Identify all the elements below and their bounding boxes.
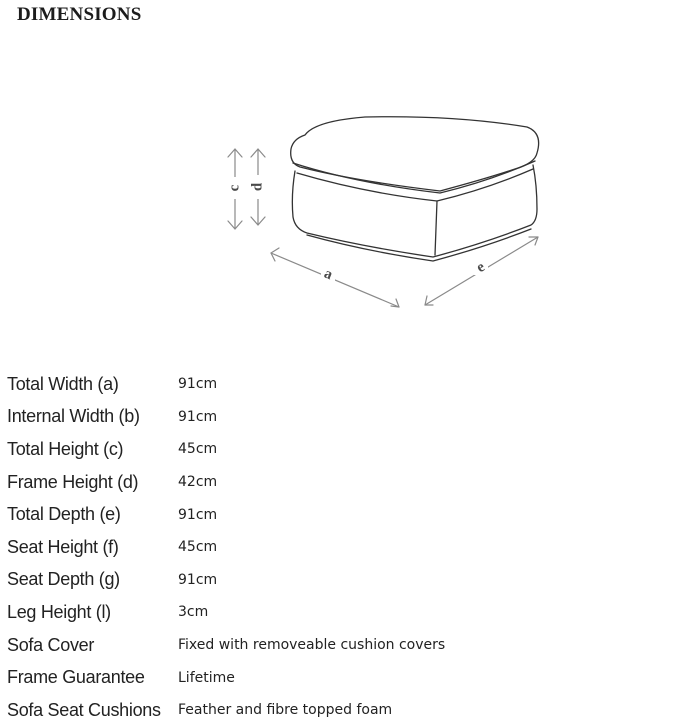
dim-label-e: e [473, 258, 488, 277]
dimensions-table [7, 368, 445, 727]
spec-value: 91cm [178, 376, 218, 393]
spec-label: Seat Depth (g) [7, 569, 120, 590]
spec-label: Seat Height (f) [7, 536, 119, 557]
spec-value: Feather and fibre topped foam [178, 702, 393, 719]
spec-label: Total Depth (e) [7, 504, 121, 525]
spec-row [7, 498, 445, 531]
spec-label: Sofa Cover [7, 634, 95, 655]
spec-label: Frame Height (d) [7, 471, 139, 492]
dim-label-d: d [249, 182, 266, 192]
spec-value: 91cm [178, 506, 218, 523]
spec-row [7, 661, 445, 694]
spec-value: 91cm [178, 571, 218, 588]
spec-label: Total Width (a) [7, 373, 119, 394]
spec-label: Leg Height (l) [7, 601, 111, 622]
spec-value: 42cm [178, 474, 218, 491]
spec-value: 91cm [178, 408, 218, 425]
spec-row [7, 694, 445, 727]
spec-value: 45cm [178, 441, 218, 458]
spec-value: Lifetime [178, 669, 235, 686]
footstool-line-drawing [215, 105, 555, 375]
spec-label: Sofa Seat Cushions [7, 699, 161, 720]
spec-row [7, 466, 445, 499]
footstool-dimension-diagram [215, 105, 555, 375]
spec-value: Fixed with removeable cushion covers [178, 637, 446, 654]
spec-value: 3cm [178, 604, 209, 621]
base-inner-corner [435, 201, 437, 255]
spec-row [7, 401, 445, 434]
spec-label: Internal Width (b) [7, 406, 140, 427]
base-bottom-edge [307, 229, 531, 261]
spec-row [7, 433, 445, 466]
page-title: DIMENSIONS [17, 4, 142, 25]
dim-label-c: c [226, 184, 243, 192]
spec-label: Frame Guarantee [7, 667, 145, 688]
spec-row [7, 629, 445, 662]
dim-label-a: a [321, 265, 335, 284]
dimensions-table-body [7, 368, 445, 727]
spec-row [7, 564, 445, 597]
base-outline [292, 165, 537, 257]
spec-row [7, 531, 445, 564]
spec-label: Total Height (c) [7, 438, 124, 459]
spec-row [7, 368, 445, 401]
spec-row [7, 596, 445, 629]
spec-value: 45cm [178, 539, 218, 556]
cushion-outline [291, 117, 539, 191]
